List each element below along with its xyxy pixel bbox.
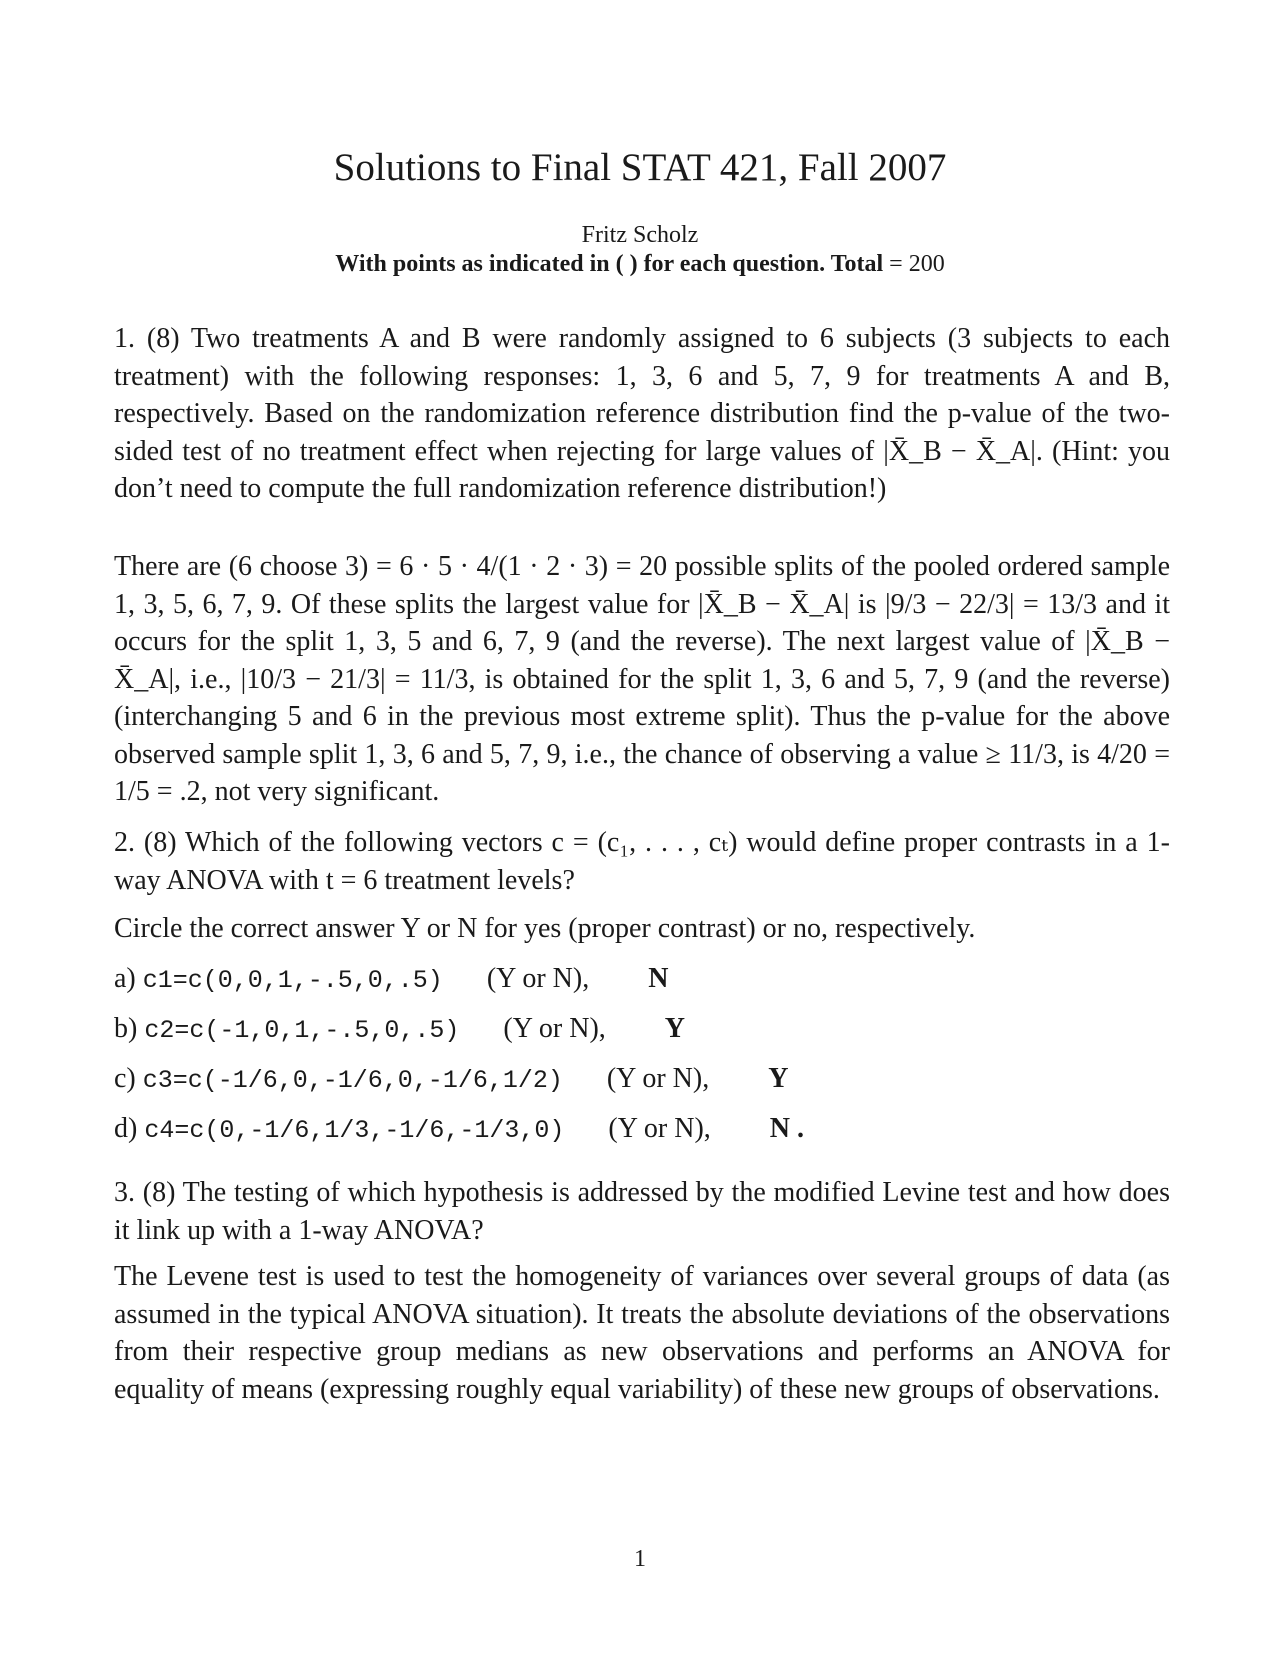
item-label: d) — [114, 1113, 138, 1144]
item-label: c) — [114, 1063, 136, 1094]
contrast-code: c4=c(0,-1/6,1/3,-1/6,-1/3,0) — [144, 1116, 565, 1145]
contrast-item-c — [114, 1060, 1170, 1099]
contrast-answer: Y — [664, 1013, 685, 1044]
yn-prompt: (Y or N), — [606, 1063, 710, 1094]
question-2-instruction: Circle the correct answer Y or N for yes (proper contrast) or no, respectively. — [114, 913, 976, 944]
contrast-answer: N . — [769, 1113, 805, 1144]
points-note — [0, 249, 1280, 279]
contrast-item-b — [114, 1010, 1170, 1049]
yn-prompt: (Y or N), — [608, 1113, 711, 1144]
question-3: 3. (8) The testing of which hypothesis is addressed by the modified Levine test and how does it link up with a 1-way ANOVA? — [114, 1177, 1170, 1246]
contrast-answer: Y — [768, 1063, 789, 1094]
question-1: 1. (8) Two treatments A and B were randomly assigned to 6 subjects (3 subjects to each treatment) with the following responses: 1, 3, 6 and 5, 7, 9 for treatments A and B, respectively. Based on the randomization reference distribution find the p-value of the two-sided test of no treatment effect when rejecting for large values of |X̄_B − X̄_A|. (Hint: you don’t need to compute the full randomization reference distribution!) — [114, 323, 1170, 504]
contrast-code: c2=c(-1,0,1,-.5,0,.5) — [144, 1016, 460, 1045]
question-2: 2. (8) Which of the following vectors c = (c₁, . . . , cₜ) would define proper contrasts in a 1-way ANOVA with t = 6 treatment levels? — [114, 827, 1170, 896]
item-label: b) — [114, 1013, 138, 1044]
points-note-text: With points as indicated in ( ) for each question. Total — [335, 251, 884, 277]
answer-1: There are (6 choose 3) = 6 · 5 · 4/(1 · 2 · 3) = 20 possible splits of the pooled ordered sample 1, 3, 5, 6, 7, 9. Of these splits the largest value for |X̄_B − X̄_A| is |9/3 − 22/3| = 13/3 and it occurs for the split 1, 3, 5 and 6, 7, 9 (and the reverse). The next largest value of |X̄_B − X̄_A|, i.e., |10/3 − 21/3| = 11/3, is obtained for the split 1, 3, 6 and 5, 7, 9 (and the reverse) (interchanging 5 and 6 in the previous most extreme split). Thus the p-value for the above observed sample split 1, 3, 6 and 5, 7, 9, i.e., the chance of observing a value ≥ 11/3, is 4/20 = 1/5 = .2, not very significant. — [114, 551, 1170, 807]
author-name: Fritz Scholz — [581, 222, 699, 248]
contrast-code: c1=c(0,0,1,-.5,0,.5) — [142, 966, 443, 995]
yn-prompt: (Y or N), — [503, 1013, 606, 1044]
contrast-answer: N — [648, 963, 669, 994]
contrast-code: c3=c(-1/6,0,-1/6,0,-1/6,1/2) — [142, 1066, 563, 1095]
page-number: 1 — [634, 1546, 646, 1572]
answer-3: The Levene test is used to test the homogeneity of variances over several groups of data (as assumed in the typical ANOVA situation). It treats the absolute deviations of the observations from their respective group medians as new observations and performs an ANOVA for equality of means (expressing roughly equal variability) of these new groups of observations. — [114, 1261, 1170, 1405]
contrast-item-a — [114, 960, 1170, 999]
points-total: = 200 — [889, 251, 945, 277]
yn-prompt: (Y or N), — [486, 963, 590, 994]
item-label: a) — [114, 963, 136, 994]
contrast-item-d — [114, 1110, 1170, 1149]
document-title: Solutions to Final STAT 421, Fall 2007 — [333, 146, 947, 189]
